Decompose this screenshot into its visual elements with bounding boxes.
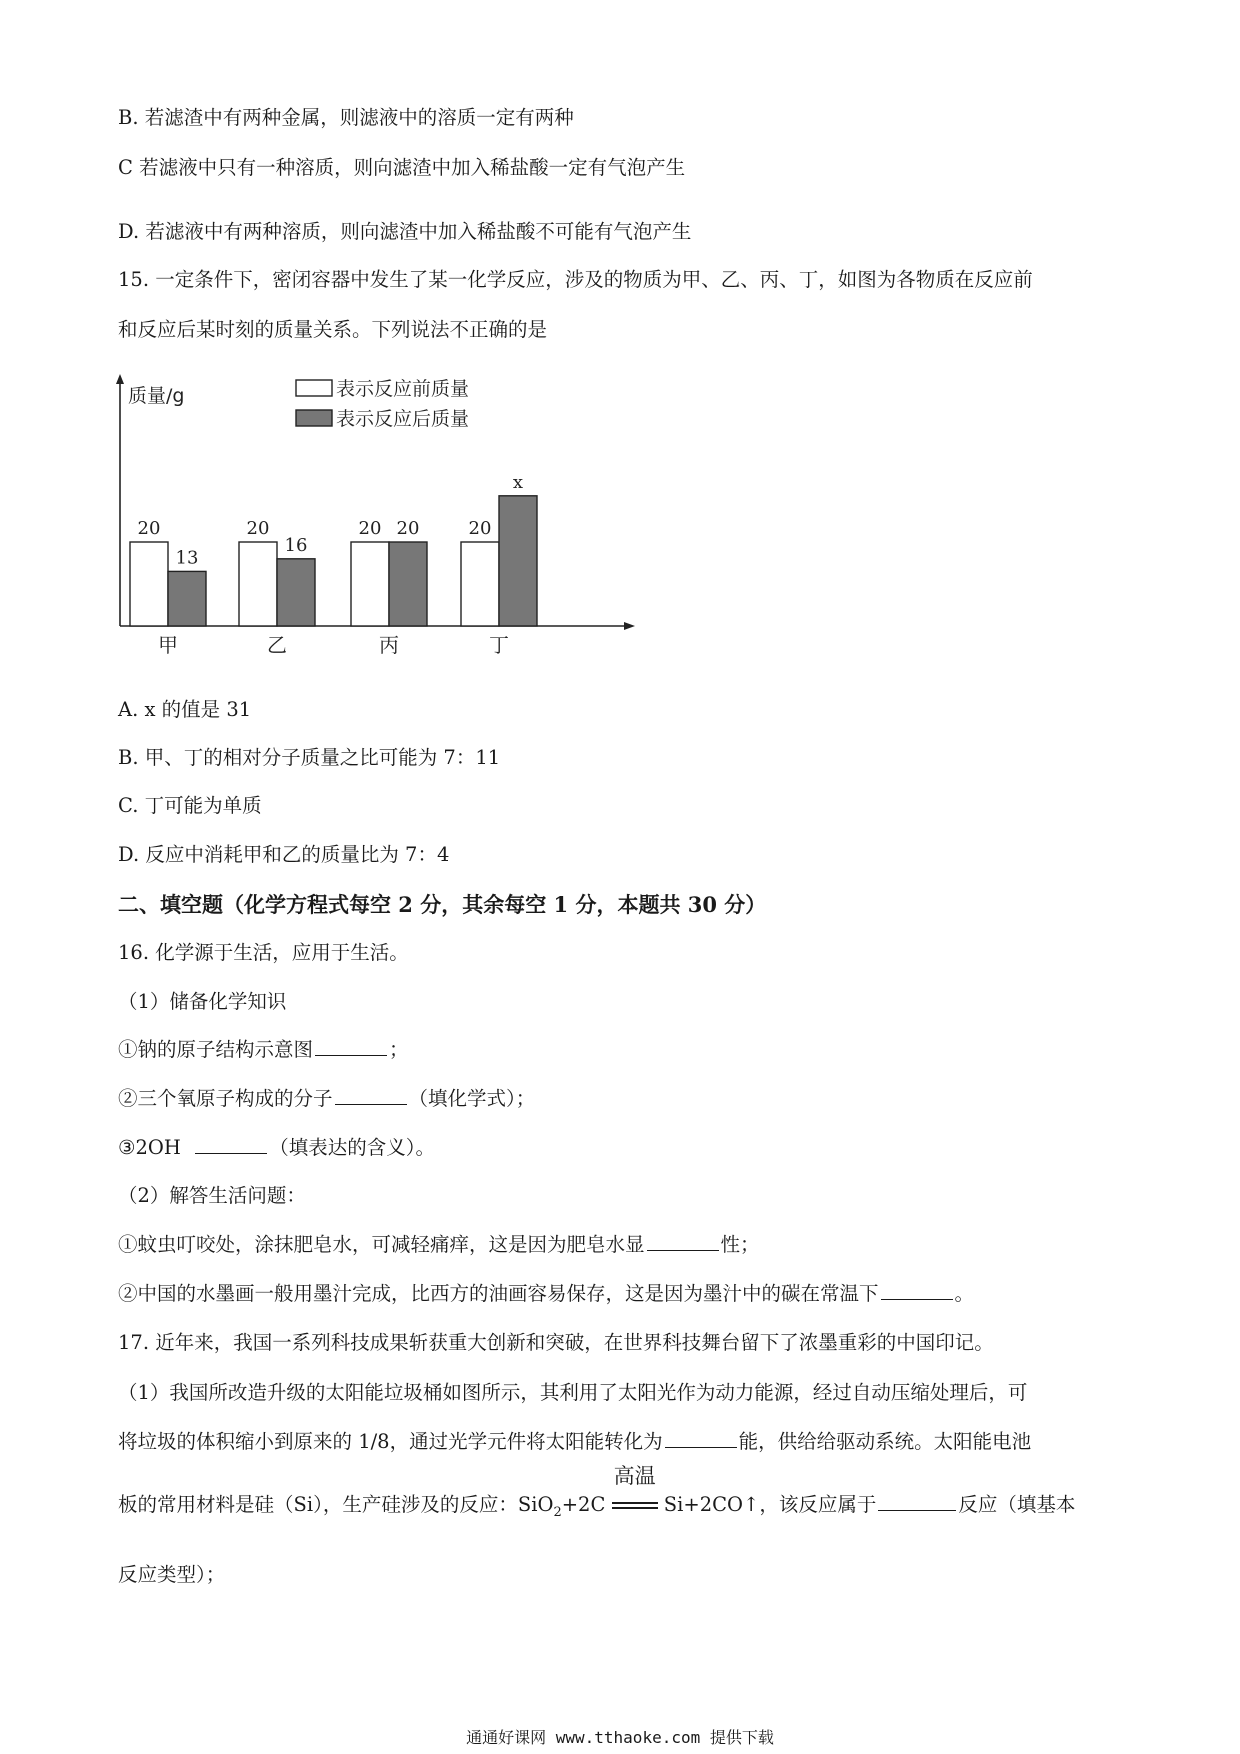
reaction-condition: 高温 bbox=[613, 1463, 656, 1488]
answer-blank bbox=[647, 1249, 719, 1251]
bar bbox=[239, 542, 277, 626]
answer-blank bbox=[665, 1446, 737, 1448]
legend-swatch bbox=[296, 410, 332, 426]
bar bbox=[130, 542, 168, 626]
data-label: 20 bbox=[137, 518, 161, 539]
x-axis-arrow bbox=[624, 622, 635, 630]
reaction-equals-sign bbox=[612, 1463, 658, 1516]
bar bbox=[499, 496, 537, 626]
q17-p1-line3: 板的常用材料是硅（Si），生产硅涉及的反应：SiO$_2$+2C 高温 Si+2CO↑，该反应属于 反应（填基本 bbox=[118, 1463, 1076, 1520]
q14-option-d: D. 若滤液中有两种溶质，则向滤渣中加入稀盐酸不可能有气泡产生 bbox=[118, 220, 692, 243]
q14-option-c: C 若滤液中只有一种溶质，则向滤渣中加入稀盐酸一定有气泡产生 bbox=[118, 156, 686, 179]
q16-item4: ①蚊虫叮咬处，涂抹肥皂水，可减轻痛痒，这是因为肥皂水显 性； bbox=[118, 1233, 760, 1256]
section-heading: 二、填空题（化学方程式每空 2 分，其余每空 1 分，本题共 30 分） bbox=[118, 892, 767, 917]
data-label: 20 bbox=[396, 518, 420, 539]
y-axis-arrow bbox=[116, 374, 124, 384]
answer-blank bbox=[315, 1054, 387, 1056]
q16-item2: ②三个氧原子构成的分子 （填化学式）； bbox=[118, 1087, 536, 1110]
data-label: 13 bbox=[175, 547, 199, 569]
legend-label: 表示反应前质量 bbox=[336, 378, 470, 400]
bar bbox=[351, 542, 389, 626]
legend-swatch bbox=[296, 380, 332, 396]
bar bbox=[461, 542, 499, 626]
data-label: 20 bbox=[358, 518, 382, 539]
q16-item5: ②中国的水墨画一般用墨汁完成，比西方的油画容易保存，这是因为墨汁中的碳在常温下 。 bbox=[118, 1282, 975, 1305]
data-label: 16 bbox=[284, 534, 308, 556]
category-label: 甲 bbox=[158, 633, 178, 657]
q15-stem-line1: 15. 一定条件下，密闭容器中发生了某一化学反应，涉及的物质为甲、乙、丙、丁，如图为各物质在反应前 bbox=[118, 268, 1033, 291]
category-label: 丁 bbox=[489, 633, 509, 657]
mass-bar-chart bbox=[100, 372, 660, 662]
q16-item1: ①钠的原子结构示意图 ； bbox=[118, 1038, 409, 1061]
q15-option-d: D. 反应中消耗甲和乙的质量比为 7：4 bbox=[118, 843, 450, 866]
data-label: x bbox=[512, 471, 524, 493]
data-label: 20 bbox=[246, 518, 270, 539]
chart-legend bbox=[296, 378, 469, 430]
q16-part2: （2）解答生活问题： bbox=[118, 1184, 306, 1207]
answer-blank bbox=[335, 1103, 407, 1105]
chart-bars bbox=[130, 472, 537, 657]
bar bbox=[277, 559, 315, 626]
q17-p1-line1: （1）我国所改造升级的太阳能垃圾桶如图所示，其利用了太阳光作为动力能源，经过自动压缩处理后，可 bbox=[118, 1381, 1028, 1404]
q15-option-b: B. 甲、丁的相对分子质量之比可能为 7：11 bbox=[118, 746, 501, 769]
answer-blank bbox=[195, 1152, 267, 1154]
q16-stem: 16. 化学源于生活，应用于生活。 bbox=[118, 941, 409, 964]
y-axis-label: 质量/g bbox=[128, 385, 185, 407]
category-label: 丙 bbox=[379, 633, 399, 657]
legend-label: 表示反应后质量 bbox=[336, 408, 470, 430]
q15-stem-line2: 和反应后某时刻的质量关系。下列说法不正确的是 bbox=[118, 318, 548, 341]
page-footer: 通通好课网 www.tthaoke.com 提供下载 bbox=[466, 1728, 774, 1747]
q17-stem: 17. 近年来，我国一系列科技成果斩获重大创新和突破，在世界科技舞台留下了浓墨重彩的中国印记。 bbox=[118, 1331, 994, 1354]
q16-part1: （1）储备化学知识 bbox=[118, 990, 287, 1013]
answer-blank bbox=[878, 1509, 956, 1511]
q16-item3: ③2OH （填表达的含义）。 bbox=[118, 1136, 436, 1159]
q15-option-a: A. x 的值是 31 bbox=[118, 698, 252, 721]
q14-option-b: B. 若滤渣中有两种金属，则滤液中的溶质一定有两种 bbox=[118, 106, 574, 129]
category-label: 乙 bbox=[267, 633, 287, 657]
q17-p1-line4: 反应类型）； bbox=[118, 1563, 226, 1586]
data-label: 20 bbox=[468, 518, 492, 539]
answer-blank bbox=[881, 1298, 953, 1300]
q15-option-c: C. 丁可能为单质 bbox=[118, 794, 262, 817]
bar bbox=[389, 542, 427, 626]
bar bbox=[168, 571, 206, 626]
q17-p1-line2: 将垃圾的体积缩小到原来的 1/8，通过光学元件将太阳能转化为 能，供给给驱动系统。太阳能电池 bbox=[118, 1430, 1032, 1453]
